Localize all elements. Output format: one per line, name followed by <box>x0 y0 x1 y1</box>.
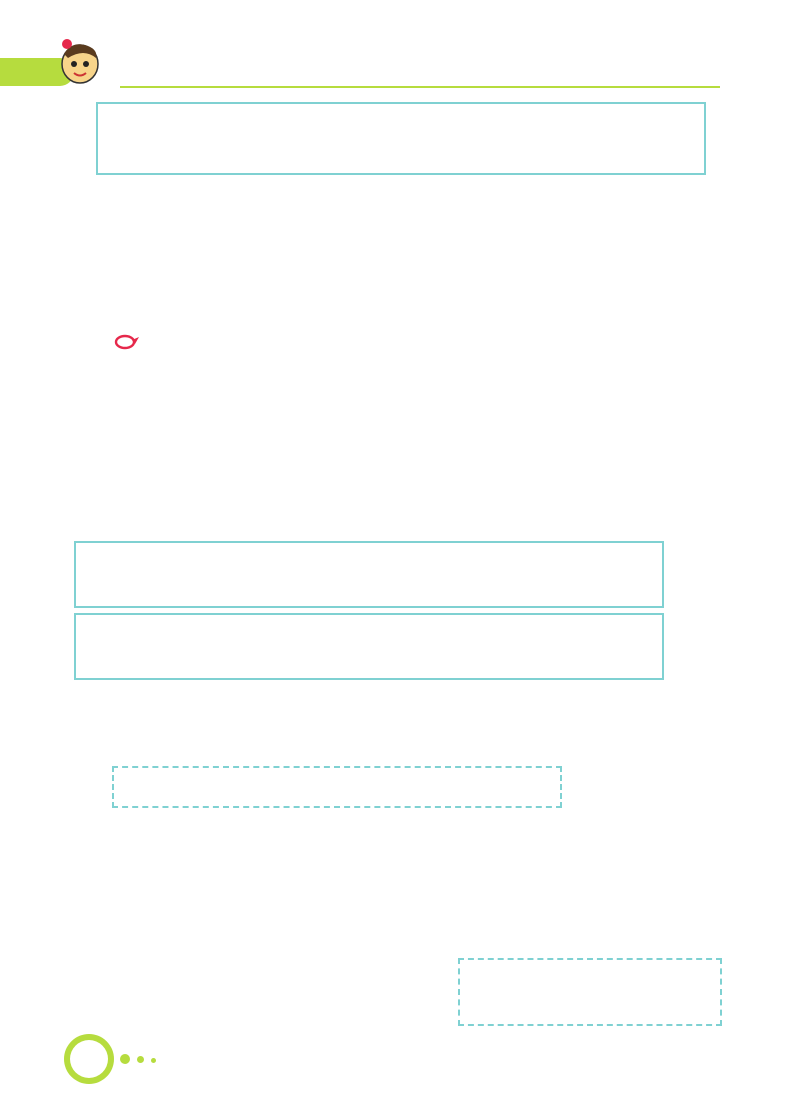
decor-dot-2 <box>137 1056 144 1063</box>
base-ten-blocks-illustration <box>100 962 450 1034</box>
conclusion-box <box>112 766 562 808</box>
composition-box <box>458 958 722 1026</box>
decor-dot-1 <box>120 1054 130 1064</box>
star-dot-picture-middle <box>74 541 674 751</box>
page-number <box>70 1040 108 1078</box>
mascot-icon <box>54 38 104 86</box>
star-dot-picture-top <box>96 102 716 327</box>
header-underline <box>120 86 720 88</box>
decor-dot-3 <box>151 1058 156 1063</box>
speech-bubble-icon <box>114 334 140 350</box>
